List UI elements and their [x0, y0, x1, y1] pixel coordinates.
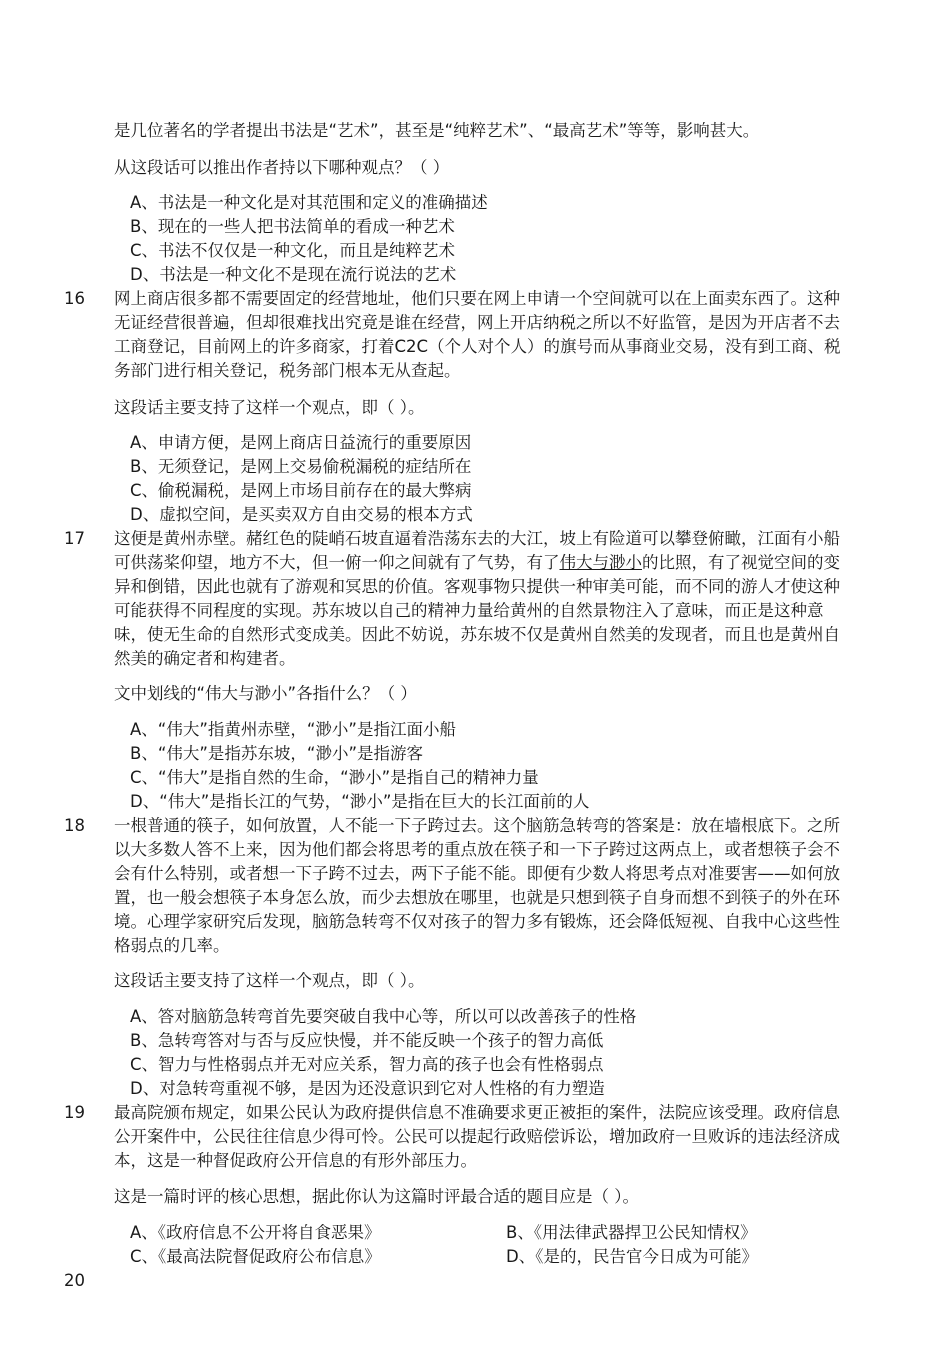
q16-option-d: D、虚拟空间，是买卖双方自由交易的根本方式: [130, 505, 473, 524]
question-number-16: 16: [64, 289, 85, 308]
q19-option-c: C、《最高法院督促政府公布信息》: [130, 1247, 381, 1266]
intro-option-d: D、书法是一种文化不是现在流行说法的艺术: [130, 265, 457, 284]
q16-option-c: C、偷税漏税，是网上市场目前存在的最大弊病: [130, 481, 472, 500]
intro-passage: 是几位著名的学者提出书法是“艺术”，甚至是“纯粹艺术”、“最高艺术”等等，影响甚大。: [114, 121, 760, 140]
q16-option-b: B、无须登记，是网上交易偷税漏税的症结所在: [130, 457, 472, 476]
intro-question: 从这段话可以推出作者持以下哪种观点？（ ）: [114, 158, 450, 177]
q19-option-b: B、《用法律武器捍卫公民知情权》: [506, 1223, 757, 1242]
question-number-18: 18: [64, 816, 85, 835]
intro-option-c: C、书法不仅仅是一种文化，而且是纯粹艺术: [130, 241, 456, 260]
q17-option-d: D、“伟大”是指长江的气势，“渺小”是指在巨大的长江面前的人: [130, 792, 590, 811]
q16-question: 这段话主要支持了这样一个观点，即（ ）。: [114, 398, 425, 417]
q17-question: 文中划线的“伟大与渺小”各指什么？（ ）: [114, 684, 417, 703]
q17-passage: [114, 527, 854, 671]
q19-question: 这是一篇时评的核心思想，据此你认为这篇时评最合适的题目应是（ ）。: [114, 1187, 639, 1206]
q18-question: 这段话主要支持了这样一个观点，即（ ）。: [114, 971, 425, 990]
q17-passage-after: 的比照，有了视觉空间的变异和倒错，因此也就有了游观和冥思的价值。客观事物只提供一种审美可能，而不同的游人才使这种可能获得不同程度的实现。苏东坡以自己的精神力量给黄州的自然景物注入了意味，而正是这种意味，使无生命的自然形式变成美。因此不妨说，苏东坡不仅是黄州自然美的发现者，而且也是黄州自然美的确定者和构建者。: [114, 553, 840, 668]
q18-passage: 一根普通的筷子，如何放置，人不能一下子跨过去。这个脑筋急转弯的答案是：放在墙根底下。之所以大多数人答不上来，因为他们都会将思考的重点放在筷子和一下子跨过这两点上，或者想筷子会不会有什么特别，或者想一下子跨不过去，两下子能不能。即便有少数人将思考点对准要害——如何放置，也一般会想筷子本身怎么放，而少去想放在哪里，也就是只想到筷子自身而想不到筷子的外在环境。心理学家研究后发现，脑筋急转弯不仅对孩子的智力多有锻炼，还会降低短视、自我中心这些性格弱点的几率。: [114, 816, 840, 955]
q17-underlined-phrase: 伟大与渺小: [559, 553, 642, 572]
question-number-20: 20: [64, 1271, 85, 1290]
question-number-17: 17: [64, 529, 85, 548]
q16-passage: 网上商店很多都不需要固定的经营地址，他们只要在网上申请一个空间就可以在上面卖东西了。这种无证经营很普遍，但却很难找出究竟是谁在经营，网上开店纳税之所以不好监管，是因为开店者不去工商登记，目前网上的许多商家，打着C2C（个人对个人）的旗号而从事商业交易，没有到工商、税务部门进行相关登记，税务部门根本无从查起。: [114, 289, 841, 380]
q17-option-a: A、“伟大”指黄州赤壁，“渺小”是指江面小船: [130, 720, 456, 739]
q19-option-a: A、《政府信息不公开将自食恶果》: [130, 1223, 381, 1242]
intro-option-b: B、现在的一些人把书法简单的看成一种艺术: [130, 217, 455, 236]
question-number-19: 19: [64, 1103, 85, 1122]
q19-passage: 最高院颁布规定，如果公民认为政府提供信息不准确要求更正被拒的案件，法院应该受理。政府信息公开案件中，公民往往信息少得可怜。公民可以提起行政赔偿诉讼，增加政府一旦败诉的违法经济成本，这是一种督促政府公开信息的有形外部压力。: [114, 1103, 840, 1170]
q18-option-c: C、智力与性格弱点并无对应关系，智力高的孩子也会有性格弱点: [130, 1055, 604, 1074]
q16-option-a: A、申请方便，是网上商店日益流行的重要原因: [130, 433, 472, 452]
q18-option-b: B、急转弯答对与否与反应快慢，并不能反映一个孩子的智力高低: [130, 1031, 604, 1050]
q18-option-d: D、对急转弯重视不够，是因为还没意识到它对人性格的有力塑造: [130, 1079, 605, 1098]
q19-option-d: D、《是的，民告官今日成为可能》: [506, 1247, 758, 1266]
q17-option-b: B、“伟大”是指苏东坡，“渺小”是指游客: [130, 744, 424, 763]
intro-option-a: A、书法是一种文化是对其范围和定义的准确描述: [130, 193, 488, 212]
q18-option-a: A、答对脑筋急转弯首先要突破自我中心等，所以可以改善孩子的性格: [130, 1007, 637, 1026]
q17-passage-before: 这便是黄州赤壁。赭红色的陡峭石坡直逼着浩荡东去的大江，坡上有险道可以攀登俯瞰，江面有小船可供荡桨仰望，地方不大，但一俯一仰之间就有了气势，有了: [114, 529, 840, 572]
q17-option-c: C、“伟大”是指自然的生命，“渺小”是指自己的精神力量: [130, 768, 539, 787]
